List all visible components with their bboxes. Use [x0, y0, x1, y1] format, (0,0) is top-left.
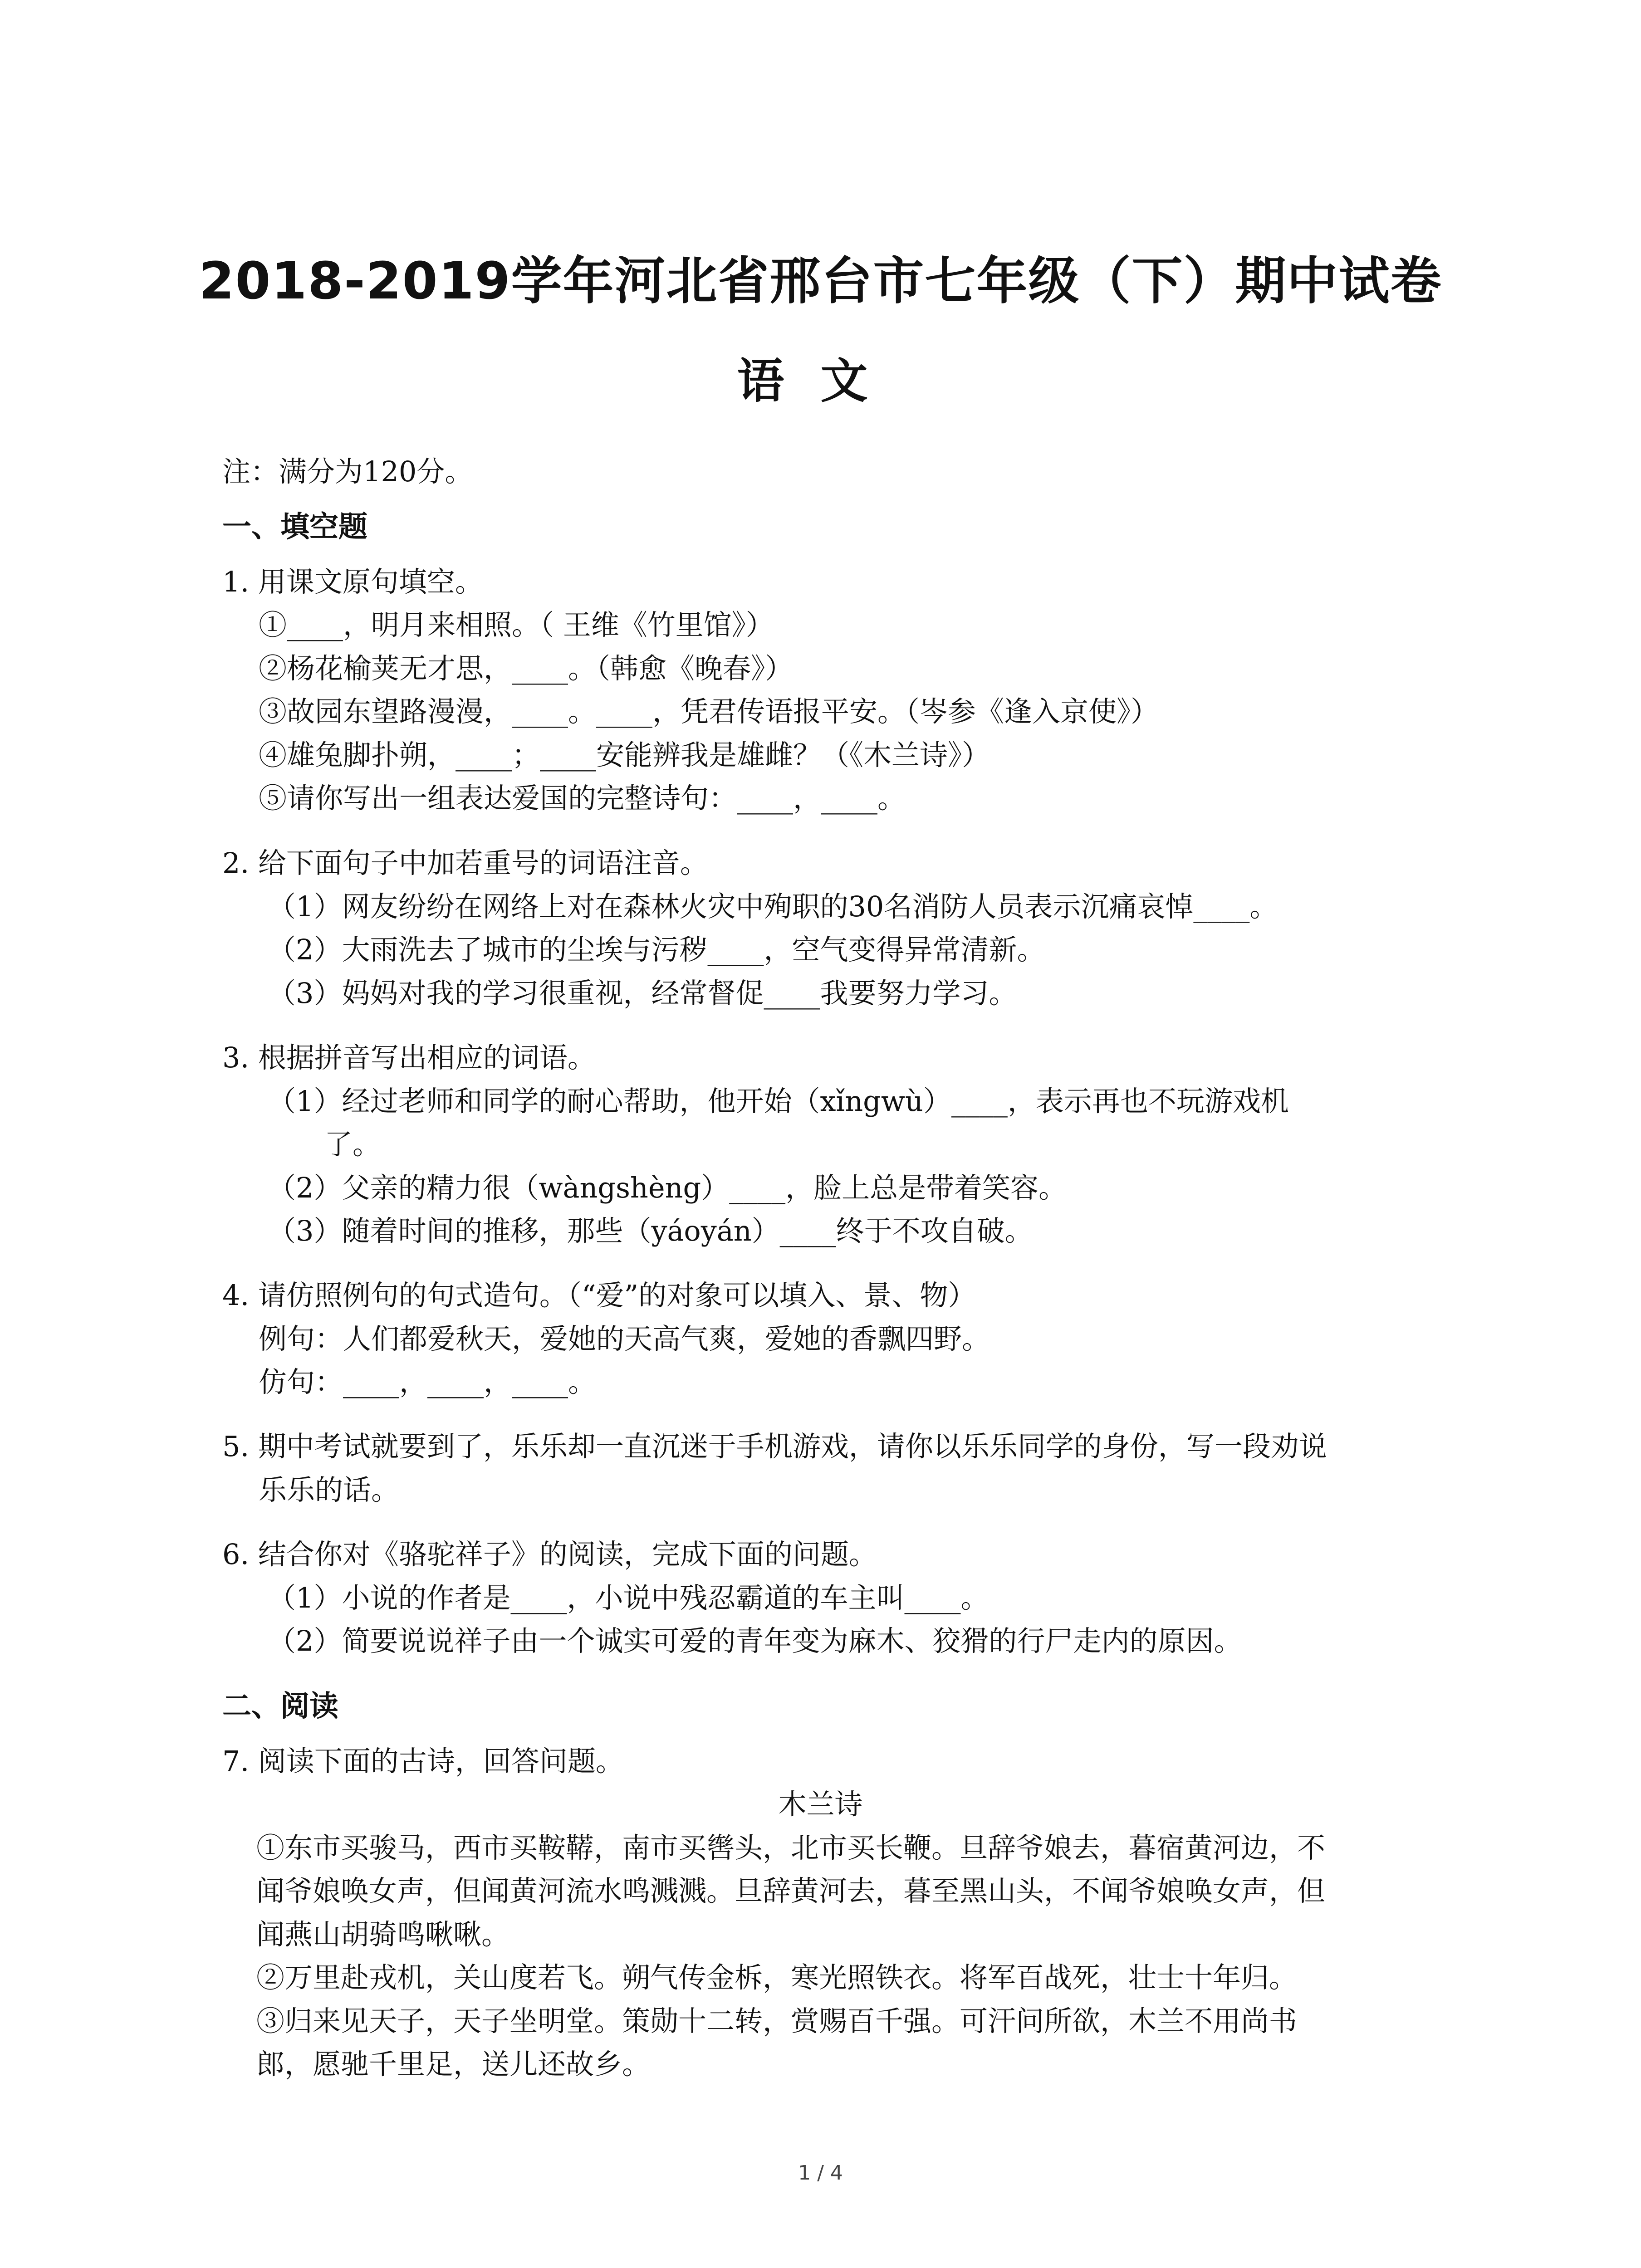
question-2-stem: 2. 给下面句子中加若重号的词语注音。 — [222, 846, 708, 880]
question-3-item: （2）父亲的精力很（wàngshèng）____，脸上总是带着笑容。 — [268, 1171, 1067, 1204]
question-1-item: ④雄兔脚扑朔，____；____安能辨我是雄雌？（《木兰诗》） — [259, 738, 990, 772]
page-number: 1 / 4 — [798, 2161, 843, 2185]
question-1-stem: 1. 用课文原句填空。 — [222, 565, 483, 598]
question-4-stem: 4. 请仿照例句的句式造句。（“爱”的对象可以填入、景、物） — [222, 1279, 976, 1312]
question-1-item: ①____，明月来相照。（ 王维《竹里馆》） — [259, 608, 774, 641]
question-4-example: 例句：人们都爱秋天，爱她的天高气爽，爱她的香飘四野。 — [259, 1322, 990, 1355]
page-title: 2018-2019学年河北省邢台市七年级（下）期中试卷 — [199, 252, 1442, 311]
question-5-stem-cont: 乐乐的话。 — [259, 1473, 400, 1506]
question-1-item: ⑤请你写出一组表达爱国的完整诗句：____，____。 — [259, 782, 906, 815]
question-2-item: （2）大雨洗去了城市的尘埃与污秽____，空气变得异常清新。 — [268, 933, 1045, 966]
question-6-stem: 6. 结合你对《骆驼祥子》的阅读，完成下面的问题。 — [222, 1538, 877, 1571]
poem-line: ②万里赴戎机，关山度若飞。朔气传金柝，寒光照铁衣。将军百战死，壮士十年归。 — [256, 1961, 1298, 1994]
poem-title: 木兰诗 — [778, 1788, 863, 1821]
section-heading-fill: 一、填空题 — [222, 510, 367, 544]
question-3-stem: 3. 根据拼音写出相应的词语。 — [222, 1041, 596, 1074]
question-4-imitation: 仿句：____，____，____。 — [259, 1365, 597, 1398]
section-heading-reading: 二、阅读 — [222, 1690, 338, 1723]
question-2-item: （3）妈妈对我的学习很重视，经常督促____我要努力学习。 — [268, 977, 1017, 1010]
question-1-item: ③故园东望路漫漫，____。____，凭君传语报平安。（岑参《逢入京使》） — [259, 695, 1159, 728]
poem-line: ③归来见天子，天子坐明堂。策勋十二转，赏赐百千强。可汗问所欲，木兰不用尚书 — [256, 2004, 1298, 2038]
poem-line: ①东市买骏马，西市买鞍鞯，南市买辔头，北市买长鞭。旦辞爷娘去，暮宿黄河边，不 — [256, 1831, 1326, 1864]
question-1-item: ②杨花榆荚无才思，____。（韩愈《晚春》） — [259, 652, 794, 685]
poem-line: 闻爷娘唤女声，但闻黄河流水鸣溅溅。旦辞黄河去，暮至黑山头，不闻爷娘唤女声，但 — [256, 1874, 1326, 1907]
poem-line: 闻燕山胡骑鸣啾啾。 — [256, 1918, 510, 1951]
question-7-stem: 7. 阅读下面的古诗，回答问题。 — [222, 1745, 624, 1778]
question-3-item: （3）随着时间的推移，那些（yáoyán）____终于不攻自破。 — [268, 1214, 1033, 1247]
subject-heading: 语文 — [737, 353, 904, 409]
score-note: 注：满分为120分。 — [222, 455, 473, 488]
question-5-stem: 5. 期中考试就要到了，乐乐却一直沉迷于手机游戏，请你以乐乐同学的身份，写一段劝说 — [222, 1430, 1327, 1463]
poem-line: 郎，愿驰千里足，送儿还故乡。 — [256, 2048, 651, 2081]
question-3-item: （1）经过老师和同学的耐心帮助，他开始（xǐngwù）____，表示再也不玩游戏机 — [268, 1085, 1289, 1118]
question-6-item: （2）简要说说祥子由一个诚实可爱的青年变为麻木、狡猾的行尸走内的原因。 — [268, 1624, 1242, 1657]
question-6-item: （1）小说的作者是____，小说中残忍霸道的车主叫____。 — [268, 1581, 989, 1614]
question-3-item-cont: 了。 — [324, 1128, 381, 1161]
question-2-item: （1）网友纷纷在网络上对在森林火灾中殉职的30名消防人员表示沉痛哀悼____。 — [268, 890, 1278, 923]
